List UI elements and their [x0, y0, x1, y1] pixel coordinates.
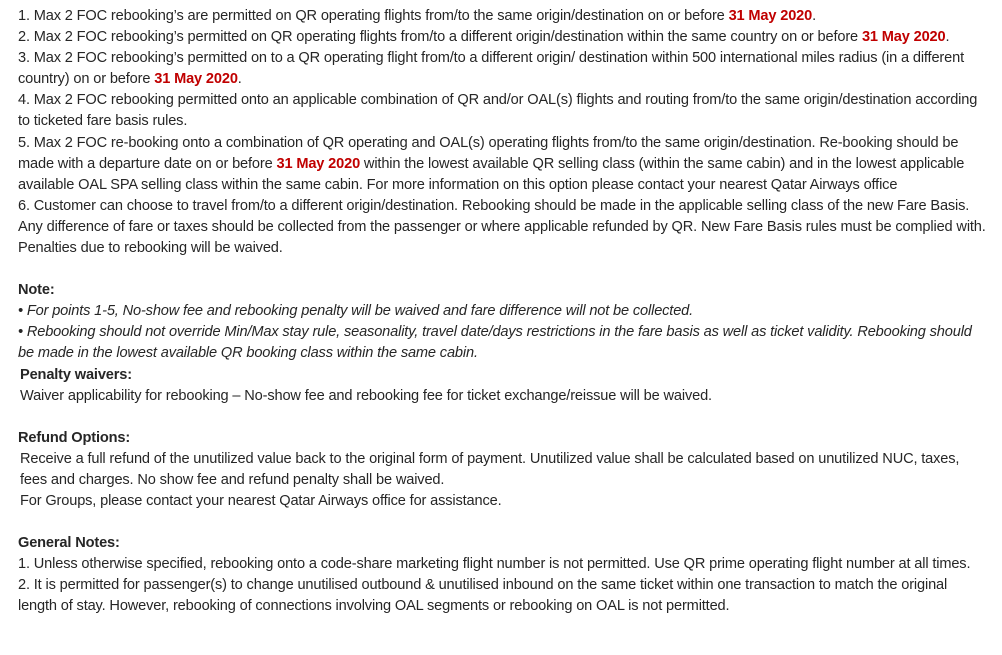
deadline-date: 31 May 2020: [728, 8, 813, 24]
general-note-2: 2. It is permitted for passenger(s) to change unutilised outbound & unutilised inbound on the same ticket within one transaction to match the original length of stay. However, rebooking of connections involving OAL segments or rebooking on OAL is not permitted.: [18, 577, 948, 615]
deadline-date: 31 May 2020: [276, 155, 361, 172]
spacer: [18, 259, 988, 280]
refund-heading: Refund Options:: [18, 429, 131, 446]
penalty-text: Waiver applicability for rebooking – No-show fee and rebooking fee for ticket exchange/reissue will be waived.: [20, 387, 712, 404]
rule-2: 2. Max 2 FOC rebooking’s permitted on QR operating flights from/to a different origin/destination within the same country on or before 31 May 2020.: [18, 29, 950, 46]
penalty-heading: Penalty waivers:: [20, 366, 132, 383]
general-notes-heading: General Notes:: [18, 535, 120, 552]
rule-6: 6. Customer can choose to travel from/to a different origin/destination. Rebooking should be made in the applicable selling class of the new Fare Basis. Any difference of fare or taxes should be collected from the passenger or where applicable refunded by QR. New Fare Basis rules must be complied with. Penalties due to rebooking will be waived.: [18, 197, 986, 257]
refund-groups-text: For Groups, please contact your nearest Qatar Airways office for assistance.: [20, 492, 502, 509]
spacer: [18, 407, 988, 428]
rule-5: 5. Max 2 FOC re-booking onto a combination of QR operating and OAL(s) operating flights from/to the same origin/destination. Re-booking should be made with a departure date on or before 31 May 2020 within the lowest available QR selling class (within the same cabin) and in the lowest applicable available OAL SPA selling class within the same cabin. For more information on this option please contact your nearest Qatar Airways office: [18, 134, 965, 193]
deadline-date: 31 May 2020: [154, 71, 238, 88]
rule-3: 3. Max 2 FOC rebooking’s permitted on to a QR operating flight from/to a different origin/ destination within 500 international miles radius (in a different country) on or before 31 May 2020.: [18, 50, 964, 88]
spacer: [18, 512, 988, 533]
general-note-1: 1. Unless otherwise specified, rebooking onto a code-share marketing flight number is not permitted. Use QR prime operating flight number at all times.: [18, 556, 971, 573]
deadline-date: 31 May 2020: [861, 29, 946, 46]
note-bullet: • Rebooking should not override Min/Max stay rule, seasonality, travel date/days restrictions in the fare basis as well as ticket validity. Rebooking should be made in the lowest available QR booking class within the same cabin.: [18, 324, 972, 362]
rule-4: 4. Max 2 FOC rebooking permitted onto an applicable combination of QR and/or OAL(s) flights and routing from/to the same origin/destination according to ticketed fare basis rules.: [18, 92, 978, 130]
note-heading: Note:: [18, 282, 55, 299]
refund-text: Receive a full refund of the unutilized value back to the original form of payment. Unutilized value shall be calculated based on unutilized NUC, taxes, fees and charges. No show fee and refund penalty shall be waived.: [20, 450, 960, 488]
rule-1: 1. Max 2 FOC rebooking’s are permitted on QR operating flights from/to the same origin/destination on or before 31 May 2020.: [18, 8, 817, 24]
note-bullet: • For points 1-5, No-show fee and rebooking penalty will be waived and fare difference will not be collected.: [18, 303, 694, 320]
